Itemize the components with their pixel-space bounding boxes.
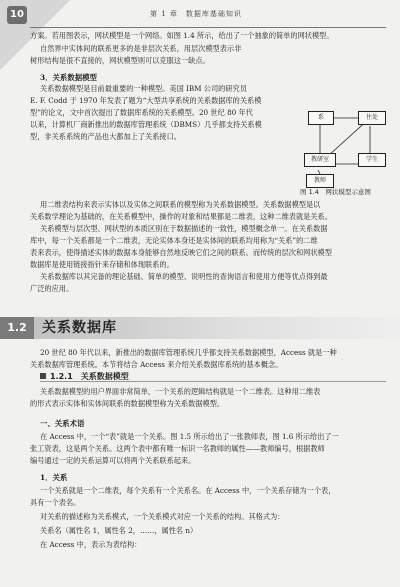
header-rule [30, 27, 386, 28]
text-line: 张工资表，这是两个关系。这两个表中都有唯一标识一名教师的属性——教师编号，根据教师 [30, 444, 325, 453]
text-line: 型”的论文，文中首次提出了数据库系统的关系模型。20 世纪 80 年代 [30, 108, 253, 117]
text-line: 20 世纪 80 年代以来，新推出的数据库管理系统几乎都支持关系数据模型，Access 就是一种 [40, 348, 337, 357]
text-line: 数据库是使用链接指针来存储和体现联系的。 [30, 260, 174, 269]
diagram-node-student: 学生 [358, 153, 386, 167]
text-line: 关系模型与层次型、网状型的本质区别在于数据描述的一致性，模型概念单一。在关系数据 [40, 224, 328, 233]
page-number: 10 [7, 6, 27, 24]
text-line: 对关系的描述称为关系模式，一个关系模式对应一个关系的结构。其格式为： [40, 512, 285, 521]
figure-caption: 图 1.4 网状模型示意图 [300, 188, 371, 196]
text-line: 方案。若用图表示，网状模型是一个网络。如图 1.4 所示，给出了一个抽象的简单的网状模型。 [30, 31, 334, 40]
text-line: 广泛的应用。 [30, 284, 74, 293]
text-line: 在 Access 中，一个“表”就是一个关系。图 1.5 所示给出了一张教师表，图 1.6 所示给出了一 [40, 432, 339, 441]
text-line: 表来表示，使得描述实体的数据本身能够自然地反映它们之间的联系。而传统的层次和网状模型 [30, 248, 332, 257]
text-line: 编号通过一定的关系运算可以将两个关系联系起来。 [30, 456, 196, 465]
text-line: 关系数据模型是目前最重要的一种模型。美国 IBM 公司的研究员 [40, 84, 247, 93]
text-line: 的形式表示实体和实体间联系的数据模型称为关系数据模型。 [30, 399, 225, 408]
subsection-title: 1.2.1 关系数据模型 [40, 371, 129, 382]
text-line: E. F. Codd 于 1970 年发表了题为“大型共享系统的关系数据库的关系模 [30, 96, 262, 105]
text-line: 关系数据库以其完备的理论基础、简单的模型、说明性的查询语言和使用方便等优点得到最 [40, 272, 328, 281]
text-line: 库中，每一个关系都是一个二维表，无论实体本身还是实体间的联系均用称为“关系”的二维 [30, 236, 318, 245]
running-head: 第 1 章 数据库基础知识 [150, 10, 242, 18]
heading-terms: 一、关系术语 [40, 419, 85, 428]
text-line: 用二维表结构来表示实体以及实体之间联系的模型称为关系数据模型。关系数据模型是以 [40, 200, 321, 209]
text-line: 关系数学理论为基础的，在关系模型中，操作的对象和结果都是二维表，这种二维表就是关系。 [30, 212, 332, 221]
text-line: 具有一个表名。 [30, 498, 81, 507]
network-model-diagram [298, 108, 393, 190]
section-title: 关系数据库 [42, 320, 117, 336]
section-number: 1.2 [0, 317, 34, 339]
diagram-node-dorm: 住处 [358, 111, 386, 125]
diagram-node-teacher: 教师 [306, 174, 334, 188]
heading-relational-model: 3．关系数据模型 [40, 73, 97, 82]
subsection-rule [40, 381, 386, 382]
text-line: 树形结构是很不直接的，网状模型则可以克服这一缺点。 [30, 56, 210, 65]
text-line: 一个关系就是一个二维表，每个关系有一个关系名。在 Access 中，一个关系存储为一个表， [40, 486, 336, 495]
heading-relation: 1．关系 [40, 473, 68, 482]
text-line: 型，非关系系统的产品也大都加上了关系接口。 [30, 132, 181, 141]
diagram-node-office: 教研室 [304, 153, 336, 167]
text-line: 自然界中实体间的联系更多的是非层次关系，用层次模型表示非 [40, 44, 242, 53]
text-line: 关系名（属性名 1，属性名 2，……，属性名 n） [40, 526, 198, 535]
text-line: 以来，计算机厂商新推出的数据库管理系统（DBMS）几乎都支持关系模 [30, 120, 262, 129]
text-line: 关系数据库管理系统。本节将结合 Access 来介绍关系数据库系统的基本概念。 [30, 360, 283, 369]
diagram-node-dept: 系 [308, 111, 334, 125]
text-line: 在 Access 中，表示为表结构： [40, 540, 142, 549]
text-line: 关系数据模型的用户界面非常简单，一个关系的逻辑结构就是一个二维表。这种用二维表 [40, 387, 321, 396]
